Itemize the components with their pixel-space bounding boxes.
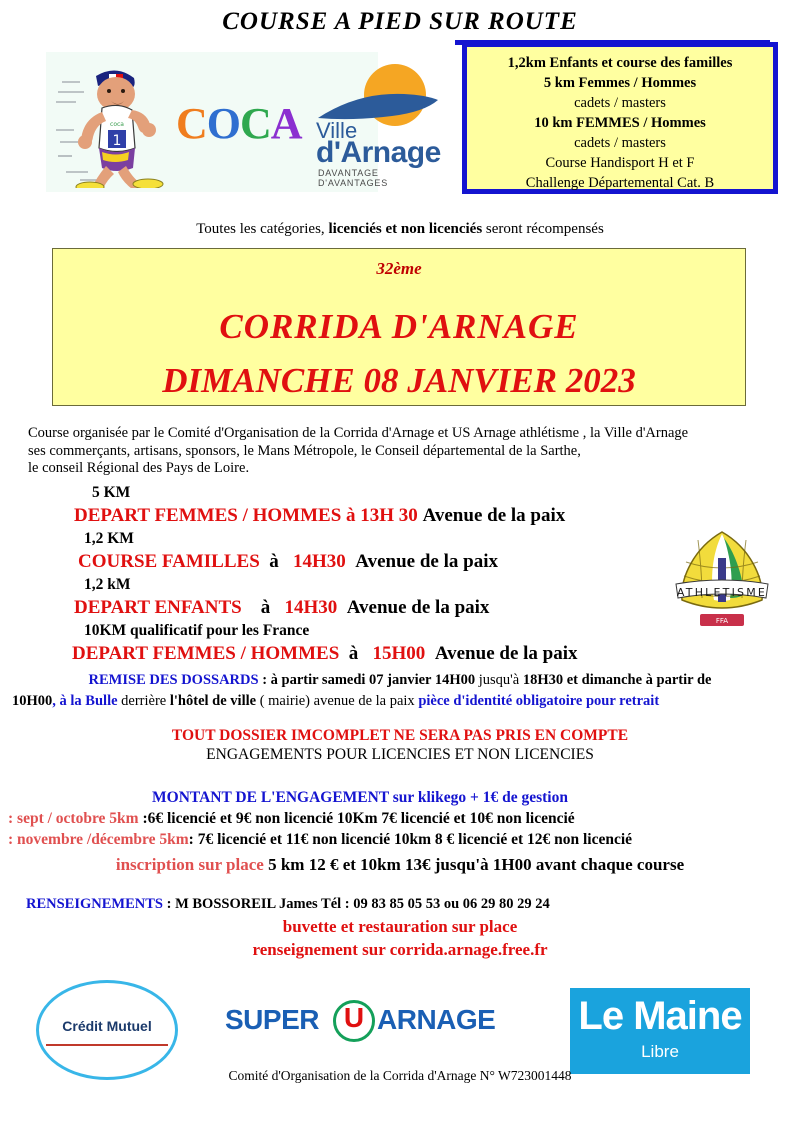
awards-note [0, 221, 800, 238]
awards-note-pre: Toutes les catégories, [196, 221, 329, 237]
schedule-time: 15H00 [372, 643, 426, 664]
schedule-label: COURSE FAMILLES [78, 551, 260, 572]
bib-pickup-title: REMISE DES DOSSARDS [88, 672, 259, 688]
running-man-icon [54, 56, 172, 188]
ville-arnage-logo [312, 58, 444, 188]
super-u-right-label: ARNAGE [377, 1004, 496, 1035]
bib-pickup-info [12, 670, 788, 712]
bib-pickup-l2e: ( mairie) avenue de la paix [259, 693, 419, 709]
coca-letter-0: C [176, 99, 207, 148]
schedule-at: à [346, 505, 356, 526]
race-line: Course Handisport H et F [545, 155, 695, 171]
ville-label: Ville [316, 118, 358, 143]
schedule-row [0, 641, 800, 666]
race-line: 1,2km Enfants et course des familles [507, 55, 733, 71]
sponsor-le-maine-libre-logo [570, 988, 750, 1074]
fee-row [0, 808, 800, 829]
event-banner [52, 248, 746, 406]
engagements-notice: ENGAGEMENTS POUR LICENCIES ET NON LICENCIES [206, 746, 594, 763]
onsite-detail: 5 km 12 € et 10km 13€ jusqu'à 1H00 avant chaque course [263, 855, 685, 874]
bib-pickup-l2c: derrière [121, 693, 170, 709]
super-u-left-label: SUPER [225, 1004, 319, 1035]
fee-period: : novembre /décembre 5km [8, 831, 189, 848]
fee-period: : sept / octobre 5km [8, 810, 143, 827]
awards-note-post: seront récompensés [482, 221, 604, 237]
entry-fees-section [0, 788, 800, 877]
organiser-paragraph [28, 425, 788, 478]
schedule-row [0, 503, 800, 528]
organizer-logo-block [46, 52, 441, 192]
super-u-letter: U [343, 1002, 365, 1033]
schedule-place: Avenue de la paix [346, 597, 490, 618]
bib-pickup-l1c: 18H30 et dimanche à partir de [522, 672, 712, 688]
entry-fees-heading: MONTANT DE L'ENGAGEMENT sur klikego + 1€ de gestion [152, 789, 568, 806]
page-title: COURSE A PIED SUR ROUTE [222, 8, 578, 35]
arnage-label: d'Arnage [316, 136, 441, 169]
schedule-distance: 10KM qualificatif pour les France [84, 622, 310, 639]
schedule-at: à [348, 643, 359, 664]
event-name: CORRIDA D'ARNAGE [219, 307, 579, 346]
coca-letter-3: A [270, 99, 302, 148]
footer-registration-number: Comité d'Organisation de la Corrida d'Arnage N° W723001448 [228, 1068, 572, 1083]
coca-letter-1: O [206, 99, 241, 148]
fee-detail: : 7€ licencié et 11€ non licencié 10km 8 € licencié et 12€ non licencié [188, 831, 633, 848]
contact-line [26, 894, 786, 914]
event-date: DIMANCHE 08 JANVIER 2023 [162, 361, 636, 400]
schedule-at: à [260, 597, 271, 618]
svg-text:coca: coca [110, 121, 124, 128]
organiser-line-3: le conseil Régional des Pays de Loire. [28, 460, 250, 476]
sponsor-super-u-logo [225, 1000, 495, 1044]
race-line: cadets / masters [574, 95, 666, 111]
fee-row [0, 829, 800, 850]
credit-mutuel-label: Crédit Mutuel [62, 1018, 152, 1034]
schedule-distance: 5 KM [92, 484, 131, 501]
schedule-time: 14H30 [284, 597, 338, 618]
le-maine-sub-label: Libre [641, 1042, 679, 1061]
bib-pickup-l2a: 10H00 [12, 693, 53, 709]
schedule-at: à [269, 551, 279, 572]
race-line: 10 km FEMMES / Hommes [534, 115, 706, 131]
bib-pickup-line-1 [12, 670, 788, 691]
schedule-time: 14H30 [293, 551, 346, 572]
schedule-label: DEPART FEMMES / HOMMES [72, 643, 340, 664]
race-categories-box [462, 42, 778, 194]
ville-tagline: DAVANTAGE D'AVANTAGES [318, 168, 389, 188]
contact-value: : M BOSSOREIL James Tél : 09 83 85 05 53 ou 06 29 80 29 24 [162, 896, 550, 912]
bib-pickup-line-2 [12, 691, 788, 712]
schedule-place: Avenue de la paix [355, 551, 498, 572]
schedule-place: Avenue de la paix [422, 505, 566, 526]
ffa-badge-text: ATHLETISME [676, 586, 768, 599]
svg-text:1: 1 [112, 133, 122, 149]
race-line: Challenge Départemental Cat. B [525, 175, 715, 191]
refreshments-note: buvette et restauration sur place [282, 917, 518, 936]
race-line: 5 km Femmes / Hommes [543, 75, 697, 91]
bib-pickup-l2d: l'hôtel de ville [169, 693, 260, 709]
onsite-registration-row [0, 853, 800, 877]
coca-letter-2: C [240, 99, 271, 148]
organiser-line-1: Course organisée par le Comité d'Organisation de la Corrida d'Arnage et US Arnage athlétisme , la Ville d'Arnage [28, 425, 689, 441]
bib-pickup-l2b: , à la Bulle [52, 693, 122, 709]
incomplete-file-notice: TOUT DOSSIER IMCOMPLET NE SERA PAS PRIS EN COMPTE [171, 727, 629, 744]
onsite-label: inscription sur place [115, 855, 264, 874]
schedule-place: Avenue de la paix [434, 643, 578, 664]
bib-pickup-l2f: pièce d'identité obligatoire pour retrait [418, 693, 660, 709]
race-line: cadets / masters [574, 135, 666, 151]
awards-note-bold: licenciés et non licenciés [328, 221, 483, 237]
sponsor-credit-mutuel-logo [36, 980, 178, 1080]
bib-pickup-l1b: jusqu'à [478, 672, 523, 688]
le-maine-label: Le Maine [578, 994, 742, 1038]
bib-pickup-l1a: : à partir samedi 07 janvier 14H00 [258, 672, 479, 688]
website-note: renseignement sur corrida.arnage.free.fr [252, 940, 548, 959]
fee-detail: :6€ licencié et 9€ non licencié 10Km 7€ licencié et 10€ non licencié [142, 810, 575, 827]
contact-label: RENSEIGNEMENTS [26, 896, 163, 912]
event-edition: 32ème [376, 259, 422, 278]
schedule-distance: 1,2 kM [84, 576, 131, 593]
organiser-line-2: ses commerçants, artisans, sponsors, le Mans Métropole, le Conseil départemental de la Sarthe, [28, 442, 581, 459]
schedule-label: DEPART ENFANTS [74, 597, 242, 618]
schedule-distance: 1,2 KM [84, 530, 134, 547]
athletics-federation-badge-icon [672, 528, 772, 630]
schedule-label: DEPART FEMMES / HOMMES [74, 505, 342, 526]
coca-wordmark [176, 98, 316, 150]
ffa-badge-sub: FFA [715, 617, 729, 625]
schedule-time: 13H 30 [360, 505, 418, 526]
